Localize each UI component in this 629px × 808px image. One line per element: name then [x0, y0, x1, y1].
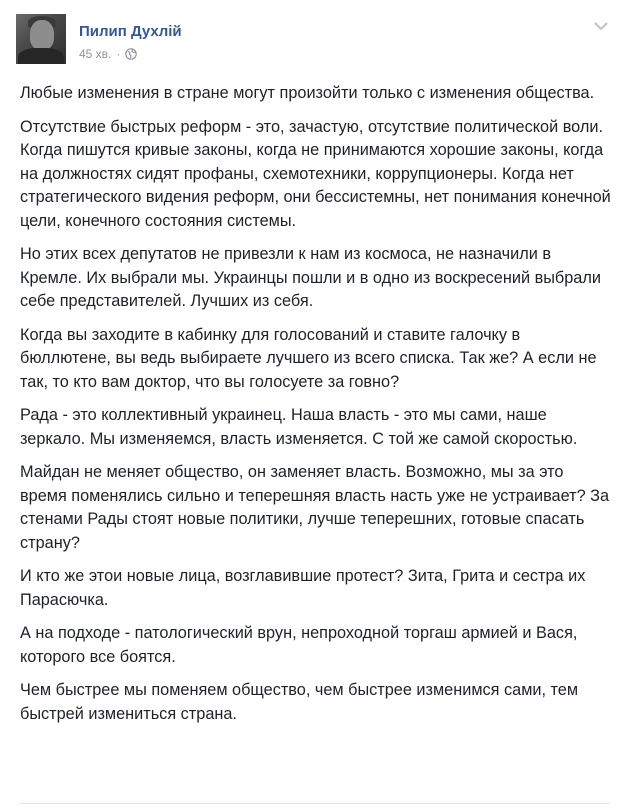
post-paragraph: Майдан не меняет общество, он заменяет власть. Возможно, мы за это время поменялись сильно и теперешняя власть насть уже не устраивает? За стенами Рады стоят новые политики, лучше теперешних, готовые спасать страну?	[20, 463, 610, 552]
post-paragraph: И кто же этои новые лица, возглавившие протест? Зита, Грита и сестра их Парасючка.	[20, 567, 586, 609]
post-paragraph: Чем быстрее мы поменяем общество, чем быстрее изменимся сами, тем быстрей измениться страна.	[20, 681, 579, 723]
post-content	[20, 82, 614, 736]
post-paragraph: Но этих всех депутатов не привезли к нам из космоса, не назначили в Кремле. Их выбрали мы. Украинцы пошли и в одно из воскресений выбрали себе представителей. Лучших из себя.	[20, 245, 601, 310]
avatar-shoulders	[18, 48, 64, 64]
post-paragraph: А на подходе - патологический врун, непроходной торгаш армией и Вася, которого все боятся.	[20, 624, 578, 666]
post-timestamp[interactable]: 45 хв.	[79, 47, 112, 61]
author-name-link[interactable]: Пилип Духлій	[79, 23, 182, 40]
post-paragraph: Любые изменения в стране могут произойти только с изменения общества.	[20, 84, 595, 102]
meta-separator: ·	[116, 47, 121, 61]
post-header	[16, 14, 613, 66]
avatar-face	[30, 20, 54, 50]
post-divider	[20, 803, 610, 804]
globe-icon[interactable]	[125, 48, 137, 60]
post-paragraph: Отсутствие быстрых реформ - это, зачастую, отсутствие политической воли. Когда пишутся кривые законы, когда не принимаются хорошие законы, когда на должностях сидят профаны, схемотехники, коррупционеры. Когда нет стратегического видения реформ, они бессистемны, нет понимания конечной цели, конечного состояния системы.	[20, 117, 611, 230]
post-meta	[79, 47, 137, 61]
post-paragraph: Когда вы заходите в кабинку для голосований и ставите галочку в бюллютене, вы ведь выбираете лучшего из всего списка. Так же? А если не так, то кто вам доктор, что вы голосуете за говно?	[20, 325, 597, 391]
post-paragraph: Рада - это коллективный украинец. Наша власть - это мы сами, наше зеркало. Мы изменяемся, власть изменяется. С той же самой скоростью.	[20, 406, 578, 448]
chevron-down-icon[interactable]	[593, 20, 609, 32]
author-avatar[interactable]	[16, 14, 66, 64]
